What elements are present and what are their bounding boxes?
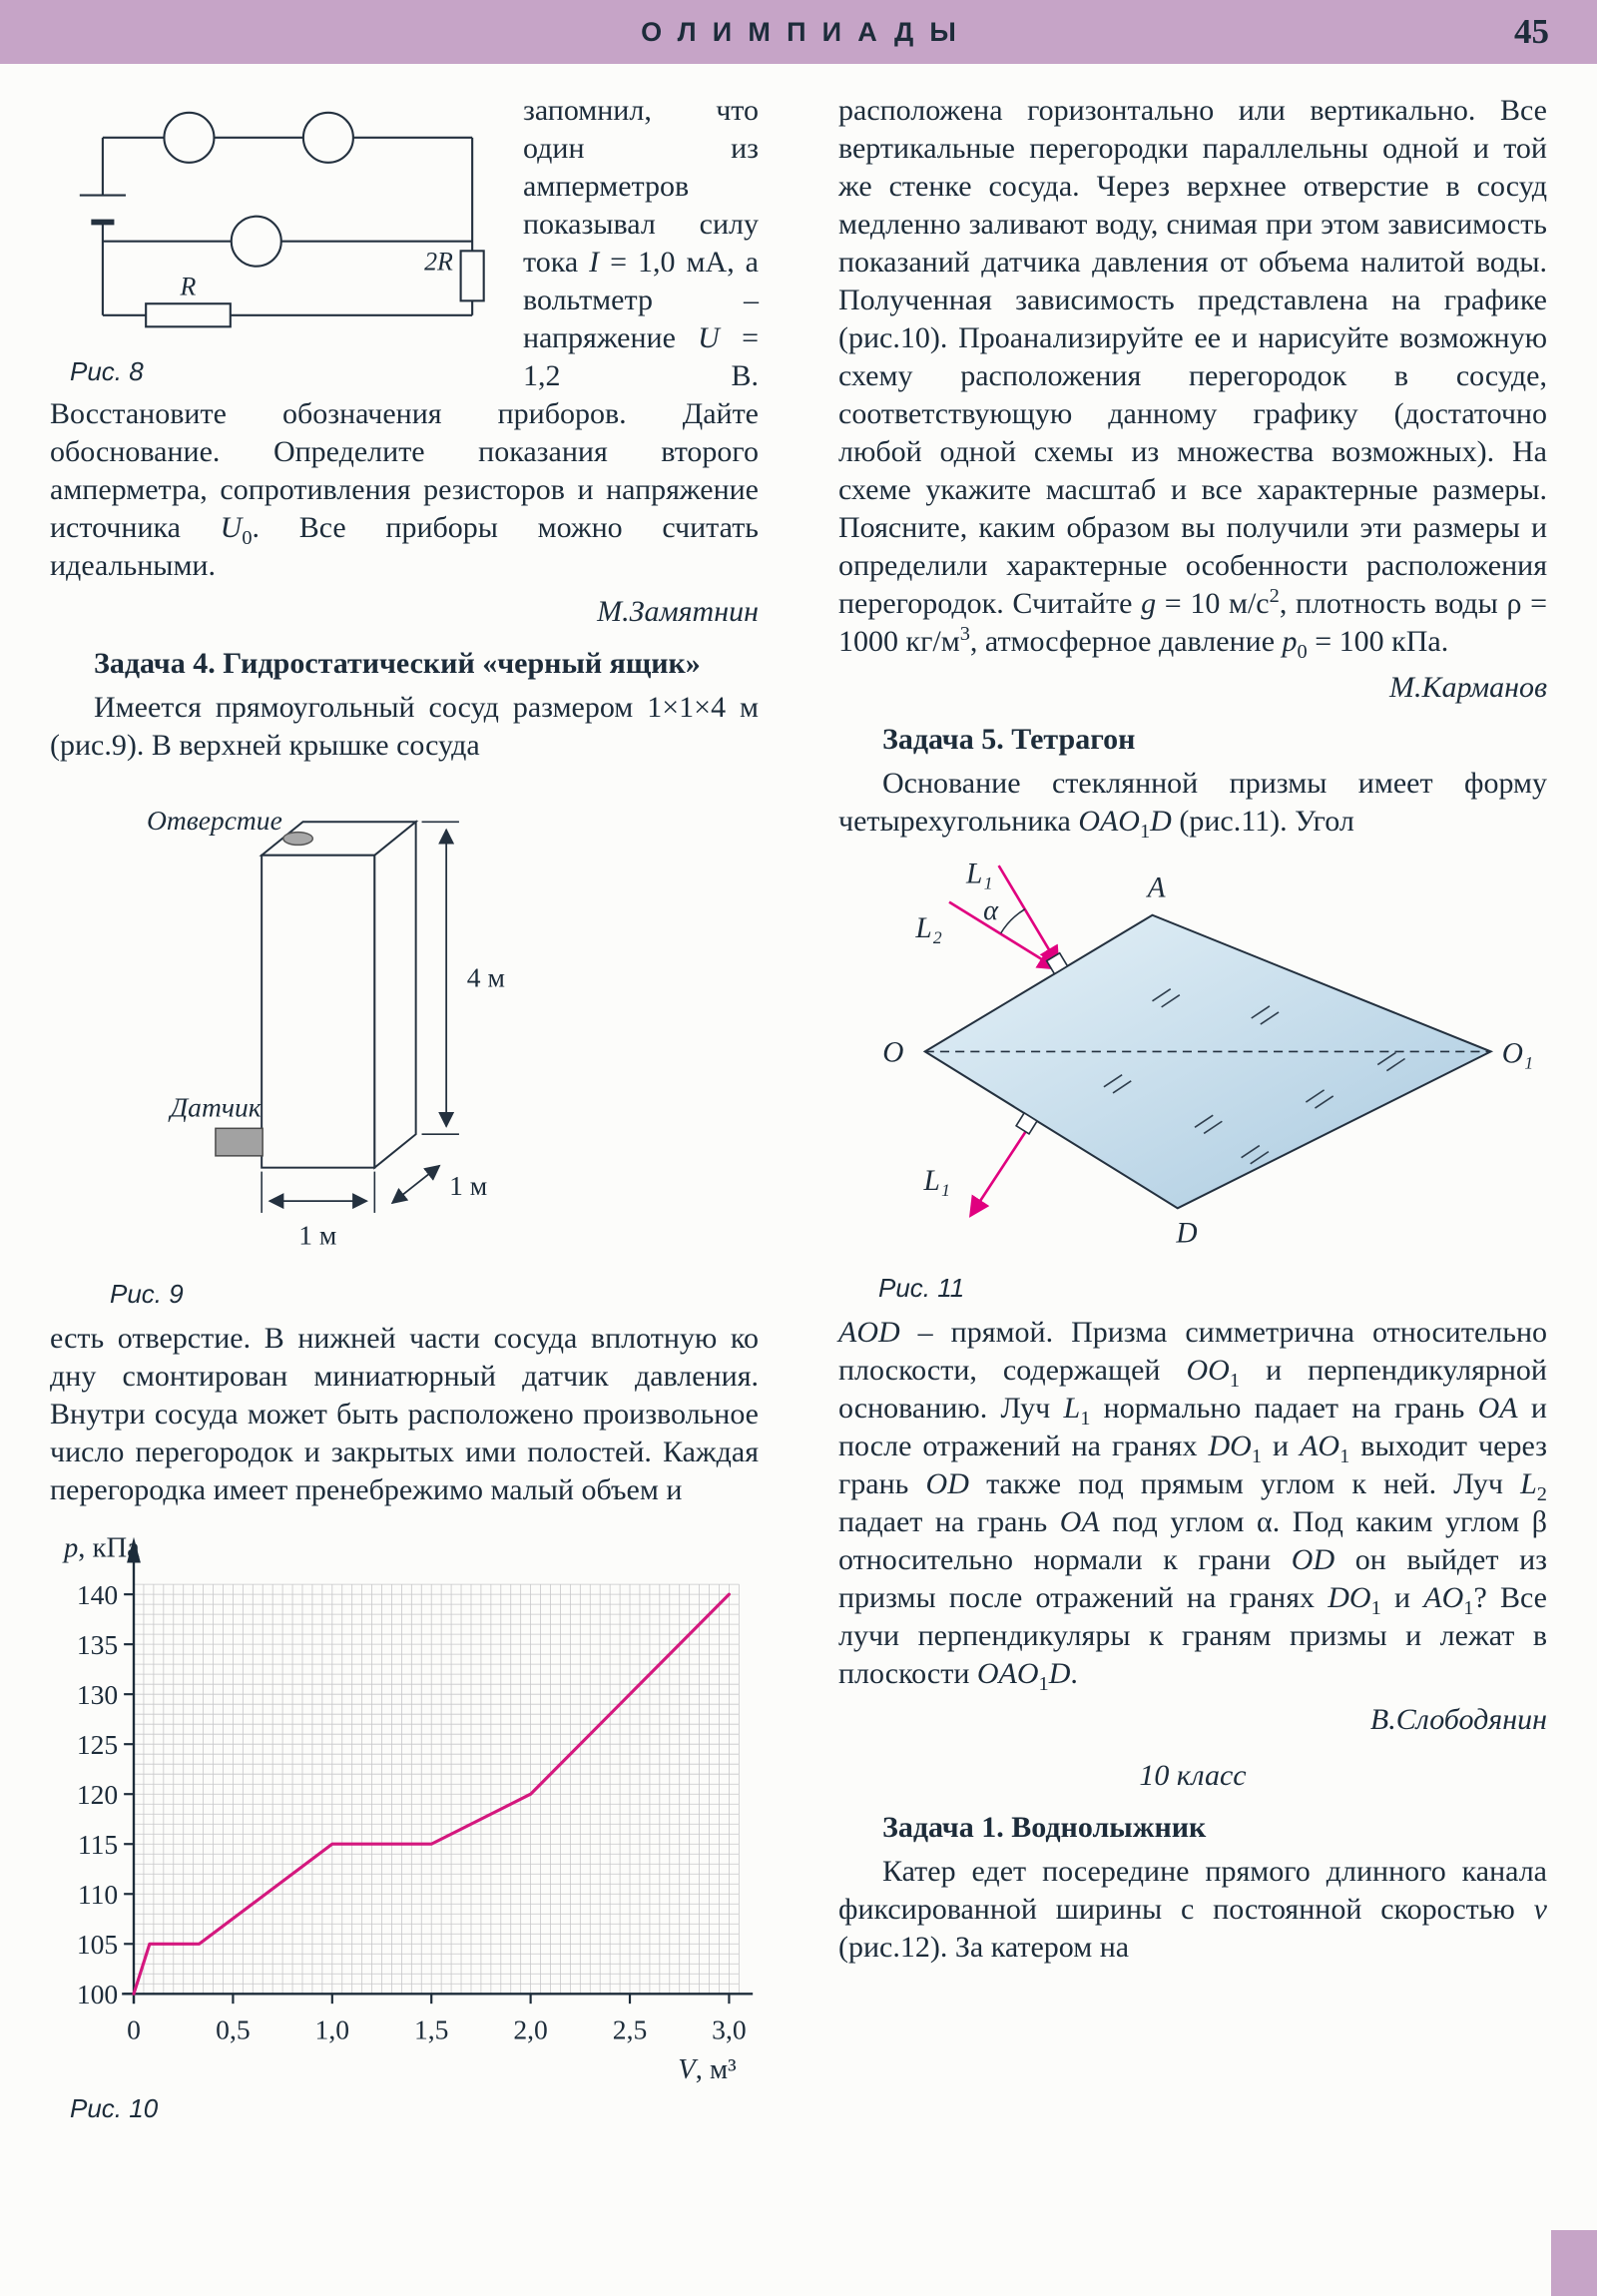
meter-3 [232,217,281,267]
task1-title: Задача 1. Воднолыжник [882,1811,1207,1844]
svg-text:3,0: 3,0 [712,2013,747,2045]
resistor-R-box [146,303,231,326]
svg-text:0,5: 0,5 [216,2013,251,2045]
svg-text:115: 115 [77,1829,119,1861]
author-karmanov: М.Карманов [1389,671,1547,704]
svg-text:135: 135 [76,1629,119,1661]
svg-text:p, кПа: p, кПа [63,1532,140,1564]
label-vertex-D: D [1176,1217,1198,1250]
svg-text:110: 110 [77,1879,119,1911]
pressure-volume-chart [50,1523,779,2084]
task5-paragraph-2: AOD – прямой. Призма симметрична относительно плоскости, содержащей $OO_1$ и перпендикулярной основанию. Луч $L_1$ нормально падает на грань OA и после отражений на гранях $DO_1$ и $AO_1$ выходит через грань OD также под прямым углом к ней. Луч $L_2$ падает на грань OA под углом α. Под каким углом β относительно нормали к грани OD он выйдет из призмы после отражений на гранях $DO_1$ и $AO_1$? Все лучи перпендикуляры к граням призмы и лежат в плоскости $OAO_1D$. [838,1316,1547,1695]
svg-text:1,5: 1,5 [413,2013,449,2045]
opening-hole [283,833,313,846]
meter-2 [303,113,353,163]
opening-label: Отверстие [146,805,282,837]
prism-drawing [838,855,1547,1264]
figure-9-vessel [50,779,759,1310]
dim-arrow-depth [392,1166,439,1203]
two-column-layout [50,92,1547,2134]
page-number: 45 [1514,12,1549,51]
pressure-sensor-block [216,1128,263,1156]
sensor-label: Датчик [170,1091,262,1123]
right-column [838,92,1547,2134]
label-vertex-A: A [1147,871,1166,904]
figure-9-caption: Рис. 9 [110,1279,184,1309]
author-slobodyanin: В.Слободянин [1369,1703,1547,1736]
vessel-front-face [262,856,374,1168]
label-L2: L₂ [915,912,942,945]
svg-text:0: 0 [127,2013,141,2045]
depth-dim-label: 1 м [449,1170,488,1202]
ray-L1-exit [971,1120,1033,1214]
svg-text:140: 140 [76,1578,119,1610]
figure-10-caption: Рис. 10 [70,2093,159,2123]
task1-paragraph-1: Катер едет посередине прямого длинного канала фиксированной ширины с постоянной скоростью v (рис.12). За катером на [838,1855,1547,1964]
task4-paragraph-2: есть отверстие. В нижней части сосуда вплотную ко дну смонтирован миниатюрный датчик давления. Внутри сосуда может быть расположено произвольное число перегородок и закрытых ими полостей. Каждая перегородка имеет пренебрежимо малый объем и [50,1322,759,1506]
svg-text:125: 125 [76,1729,119,1761]
circuit-diagram [50,96,501,347]
resistor-2R-label: 2R [424,247,453,277]
svg-text:105: 105 [76,1929,119,1961]
ray-L1-incident [999,865,1058,963]
page-header-bar [0,0,1597,64]
label-alpha: α [983,894,998,926]
figure-8-caption: Рис. 8 [70,356,144,386]
svg-text:130: 130 [76,1679,119,1711]
label-L1-bottom: L₁ [923,1165,951,1198]
height-dim-label: 4 м [466,961,505,993]
alpha-angle-arc [1001,909,1025,933]
meter-1 [164,113,214,163]
vessel-drawing [50,779,739,1270]
figure-11-caption: Рис. 11 [878,1273,965,1303]
svg-text:120: 120 [76,1779,119,1811]
label-vertex-O: O [882,1036,904,1069]
prism-base-OAO1D [925,915,1491,1209]
figure-8-circuit [50,96,501,387]
width-dim-label: 1 м [298,1219,337,1251]
left-column [50,92,759,2134]
task4-title: Задача 4. Гидростатический «черный ящик» [94,647,701,680]
grade-heading: 10 класс [1139,1759,1247,1792]
task4-paragraph-1: Имеется прямоугольный сосуд размером 1×1×4 м (рис.9). В верхней крышке сосуда [50,691,759,762]
corner-decoration [1551,2230,1597,2296]
svg-text:2,0: 2,0 [513,2013,548,2045]
figure-10-graph [50,1523,759,2124]
figure-11-prism [838,855,1547,1304]
vessel-right-face [374,822,415,1167]
svg-text:100: 100 [76,1979,119,2010]
author-zamyatnin: М.Замятнин [597,595,759,628]
svg-text:2,5: 2,5 [612,2013,648,2045]
label-L1-top: L₁ [966,858,993,890]
label-vertex-O1: O₁ [1501,1037,1534,1070]
resistor-2R-box [461,251,484,300]
task5-title: Задача 5. Тетрагон [882,723,1136,756]
paragraph-ammeter-problem: запомнил, что один из амперметров показывал силу тока I = 1,0 мА, а вольтметр – напряжение U = 1,2 В. Восстановите обозначения приборов. Дайте обоснование. Определите показания второго амперметра, сопротивления резисторов и напряжение источника $U_0$. Все приборы можно считать идеальными. [50,94,760,582]
task5-paragraph-1: Основание стеклянной призмы имеет форму четырехугольника $OAO_1D$ (рис.11). Угол [838,767,1547,843]
svg-text:V, м³: V, м³ [678,2054,737,2084]
section-title: ОЛИМПИАДЫ [641,16,973,47]
svg-text:1,0: 1,0 [314,2013,350,2045]
resistor-R-label: R [180,272,197,301]
task4-paragraph-3: расположена горизонтально или вертикально. Все вертикальные перегородки параллельны одной и той же стенке сосуда. Через верхнее отверстие в сосуд медленно заливают воду, снимая при этом зависимость показаний датчика давления от объема налитой воды. Полученная зависимость представлена на графике (рис.10). Проанализируйте ее и нарисуйте возможную схему расположения перегородок в сосуде, соответствующую данному графику (достаточно любой одной схемы из множества возможных). На схеме укажите масштаб и все характерные размеры. Поясните, каким образом вы получили эти размеры и определили характерные особенности расположения перегородок. Считайте g = 10 $м/с^2$, плотность воды ρ = 1000 $кг/м^3$, атмосферное давление $p_0 = 100$ кПа. [838,94,1547,663]
